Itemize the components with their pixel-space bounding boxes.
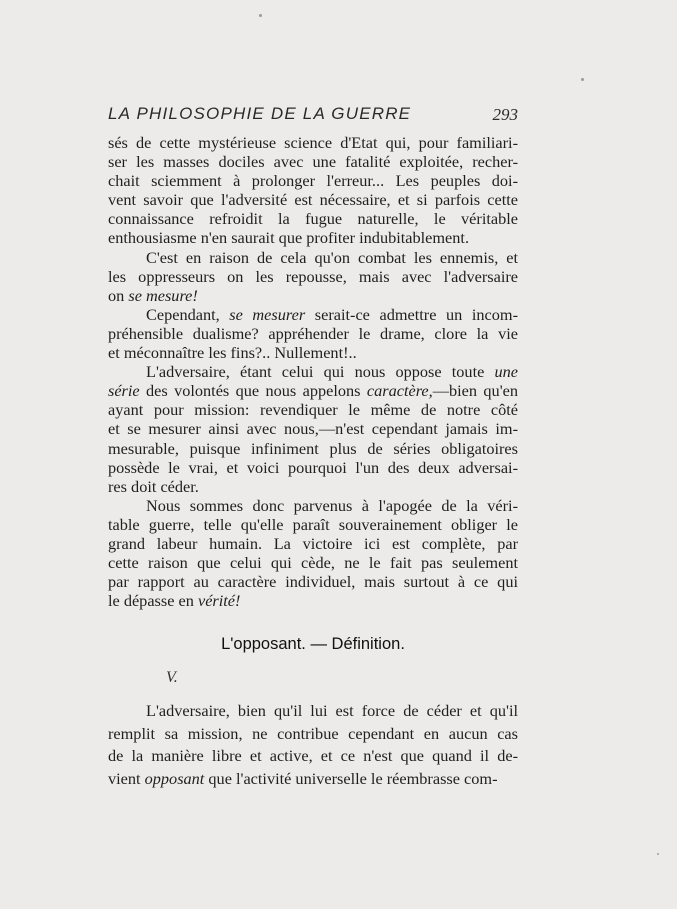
section-paragraph <box>108 700 518 790</box>
text-line: ayant pour mission: revendiquer le même de notre côté <box>108 400 518 420</box>
text-line: res doit céder. <box>108 476 199 496</box>
section-numeral: V. <box>166 669 178 687</box>
text-line: grand labeur humain. La victoire ici est complète, par <box>108 533 518 553</box>
paragraph <box>108 248 518 305</box>
section-heading: L'opposant. — Définition. <box>221 635 405 654</box>
text-line: on se mesure! <box>108 285 198 305</box>
paper-speck <box>657 853 659 855</box>
paragraph <box>108 305 518 362</box>
text-line: Cependant, se mesurer serait-ce admettre un incom- <box>146 304 519 324</box>
paper-speck <box>581 78 584 81</box>
text-line: le dépasse en vérité! <box>108 591 241 611</box>
text-line: de la manière libre et active, et ce n'est que quand il de- <box>108 746 518 766</box>
text-line: connaissance refroidit la fugue naturelle, le véritable <box>108 209 518 229</box>
text-line: Nous sommes donc parvenus à l'apogée de la véri- <box>146 495 518 515</box>
text-line: L'adversaire, étant celui qui nous oppose toute une <box>146 362 518 382</box>
page-number: 293 <box>492 105 518 124</box>
text-line: par rapport au caractère individuel, mais surtout à ce qui <box>108 572 518 592</box>
text-line: cette raison que celui qui cède, ne le fait pas seulement <box>108 553 518 573</box>
text-line: préhensible dualisme? appréhender le drame, clore la vie <box>108 323 518 343</box>
text-line: possède le vrai, et voici pourquoi l'un des deux adversai- <box>108 457 518 477</box>
text-line: les oppresseurs on les repousse, mais avec l'adversaire <box>108 266 518 286</box>
text-line: enthousiasme n'en saurait que profiter indubitablement. <box>108 228 470 248</box>
text-line: table guerre, telle qu'elle paraît souverainement obliger le <box>108 514 518 534</box>
text-line: et se mesurer ainsi avec nous,—n'est cependant jamais im- <box>108 419 518 439</box>
text-line: et méconnaître les fins?.. Nullement!.. <box>108 343 357 363</box>
paragraphs <box>108 133 518 610</box>
text-line: vient opposant que l'activité universelle le réembrasse com- <box>108 768 498 788</box>
running-title: LA PHILOSOPHIE DE LA GUERRE <box>108 104 412 123</box>
page-header <box>108 104 518 128</box>
paragraph <box>108 496 518 611</box>
text-line: C'est en raison de cela qu'on combat les ennemis, et <box>146 247 518 267</box>
text-line: chait sciemment à prolonger l'erreur... Les peuples doi- <box>108 171 518 191</box>
text-line: vent savoir que l'adversité est nécessaire, et si parfois cette <box>108 190 518 210</box>
paragraph <box>108 133 518 248</box>
text-line: remplit sa mission, ne contribue cependant en aucun cas <box>108 723 518 743</box>
paper-speck <box>259 14 262 17</box>
page-body <box>108 133 518 790</box>
text-line: mesurable, puisque infiniment plus de séries obligatoires <box>108 438 518 458</box>
text-line: sés de cette mystérieuse science d'Etat qui, pour familiari- <box>108 133 518 152</box>
text-line: ser les masses dociles avec une fatalité exploitée, recher- <box>108 152 518 172</box>
text-line: série des volontés que nous appelons caractère,—bien qu'en <box>108 381 518 401</box>
paragraph <box>108 362 518 496</box>
text-line: L'adversaire, bien qu'il lui est force de céder et qu'il <box>146 701 518 721</box>
